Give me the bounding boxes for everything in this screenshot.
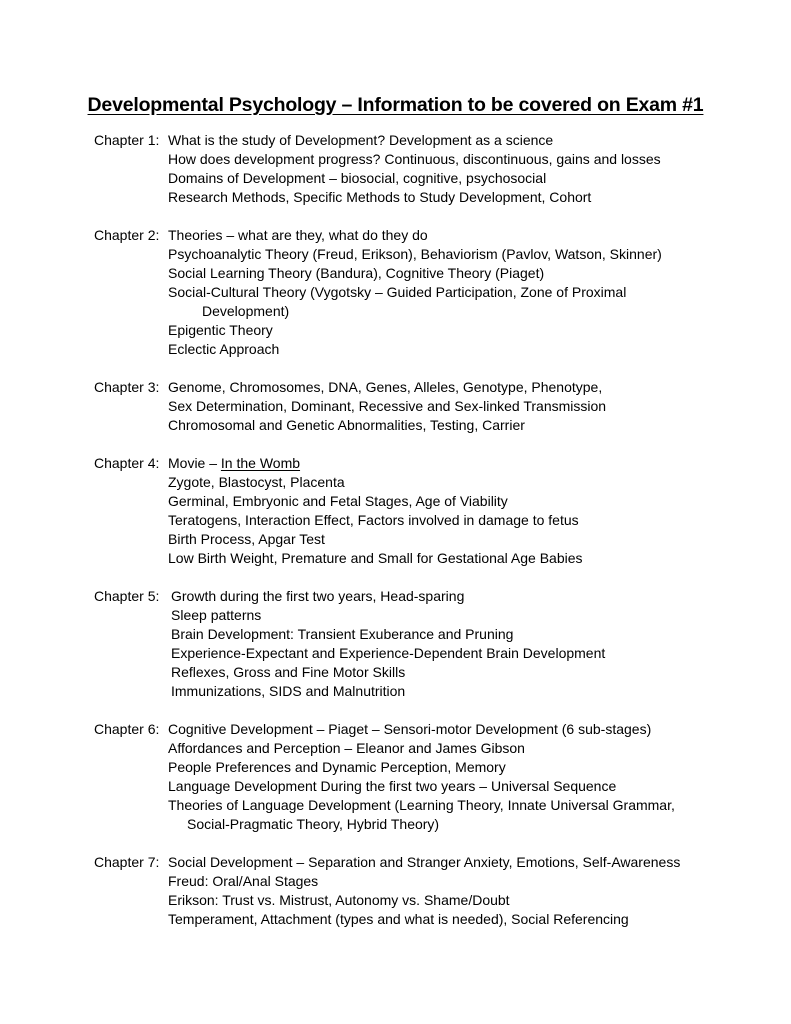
topic-line: Social-Cultural Theory (Vygotsky – Guided Participation, Zone of Proximal (168, 284, 627, 300)
topic-line: Theories of Language Development (Learning Theory, Innate Universal Grammar, (168, 797, 675, 813)
topic-line: Eclectic Approach (168, 341, 280, 357)
chapter-label: Chapter 1: (94, 132, 160, 148)
chapter-7 (94, 853, 734, 929)
chapter-4 (94, 454, 734, 568)
topic-line: Psychoanalytic Theory (Freud, Erikson), Behaviorism (Pavlov, Watson, Skinner) (168, 246, 662, 262)
topic-line: Genome, Chromosomes, DNA, Genes, Alleles, Genotype, Phenotype, (168, 379, 603, 395)
topic-line: Erikson: Trust vs. Mistrust, Autonomy vs. Shame/Doubt (168, 892, 510, 908)
movie-prefix: Movie – (168, 455, 221, 471)
chapter-6 (94, 720, 734, 834)
chapter-label: Chapter 7: (94, 854, 160, 870)
topic-line: Zygote, Blastocyst, Placenta (168, 474, 345, 490)
chapter-label: Chapter 4: (94, 455, 160, 471)
chapter-list (94, 131, 734, 948)
topic-line: Germinal, Embryonic and Fetal Stages, Age of Viability (168, 493, 508, 509)
topic-line-continuation: Development) (202, 303, 290, 319)
chapter-1 (94, 131, 734, 207)
topic-line-continuation: Social-Pragmatic Theory, Hybrid Theory) (187, 816, 440, 832)
topic-line: Theories – what are they, what do they do (168, 227, 428, 243)
topic-line: Temperament, Attachment (types and what is needed), Social Referencing (168, 911, 629, 927)
topic-line: Domains of Development – biosocial, cognitive, psychosocial (168, 170, 547, 186)
topic-line: Cognitive Development – Piaget – Sensori-motor Development (6 sub-stages) (168, 721, 652, 737)
movie-title: In the Womb (220, 455, 301, 471)
topic-line: Growth during the first two years, Head-sparing (171, 588, 465, 604)
chapter-3 (94, 378, 734, 435)
topic-line: Experience-Expectant and Experience-Dependent Brain Development (171, 645, 606, 661)
topic-line: People Preferences and Dynamic Perception, Memory (168, 759, 506, 775)
topic-line: Birth Process, Apgar Test (168, 531, 325, 547)
topic-line: Brain Development: Transient Exuberance and Pruning (171, 626, 514, 642)
topic-line: Immunizations, SIDS and Malnutrition (171, 683, 406, 699)
topic-line: Affordances and Perception – Eleanor and James Gibson (168, 740, 525, 756)
topic-line: Freud: Oral/Anal Stages (168, 873, 319, 889)
topic-line: Low Birth Weight, Premature and Small for Gestational Age Babies (168, 550, 583, 566)
topic-line: Social Development – Separation and Stranger Anxiety, Emotions, Self-Awareness (168, 854, 681, 870)
chapter-2 (94, 226, 734, 359)
topic-line: How does development progress? Continuous, discontinuous, gains and losses (168, 151, 661, 167)
topic-line: Reflexes, Gross and Fine Motor Skills (171, 664, 406, 680)
topic-line: Sex Determination, Dominant, Recessive and Sex-linked Transmission (168, 398, 607, 414)
topic-line: Chromosomal and Genetic Abnormalities, Testing, Carrier (168, 417, 525, 433)
topic-line: Research Methods, Specific Methods to Study Development, Cohort (168, 189, 592, 205)
chapter-label: Chapter 2: (94, 227, 160, 243)
chapter-label: Chapter 5: (94, 588, 160, 604)
topic-line: Language Development During the first two years – Universal Sequence (168, 778, 617, 794)
topic-line: Sleep patterns (171, 607, 262, 623)
chapter-label: Chapter 6: (94, 721, 160, 737)
topic-line: Social Learning Theory (Bandura), Cognitive Theory (Piaget) (168, 265, 545, 281)
topic-line: Teratogens, Interaction Effect, Factors involved in damage to fetus (168, 512, 579, 528)
chapter-label: Chapter 3: (94, 379, 160, 395)
page-title: Developmental Psychology – Information to be covered on Exam #1 (87, 94, 704, 116)
topic-line (168, 454, 734, 473)
chapter-5 (94, 587, 734, 701)
topic-line: Epigentic Theory (168, 322, 273, 338)
topic-line: What is the study of Development? Development as a science (168, 132, 554, 148)
